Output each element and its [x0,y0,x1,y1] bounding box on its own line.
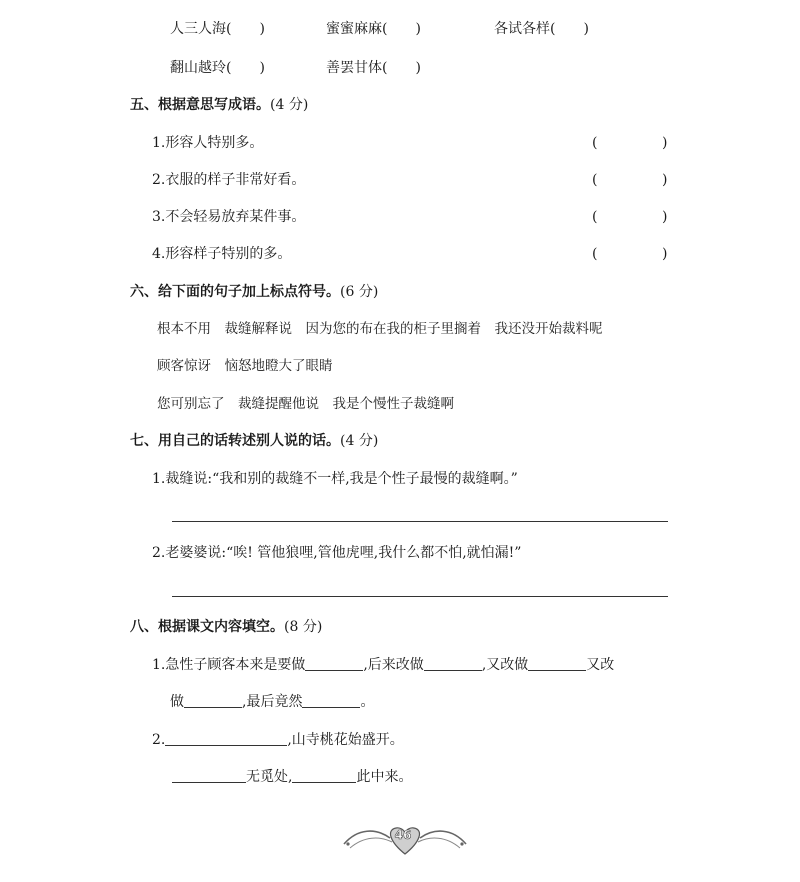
answer-paren-open: ( [592,209,598,225]
question-item: 2.老婆婆说:“唉! 管他狼哩,管他虎哩,我什么都不怕,就怕漏!” [152,545,522,561]
idiom-item: 各试各样( ) [494,21,589,37]
section-points: (8 分) [284,619,323,635]
section-heading [130,618,322,636]
answer-paren-close: ) [662,246,668,262]
fill-blank[interactable] [184,693,242,708]
answer-line[interactable] [172,596,668,597]
page-footer [340,818,470,858]
question-item: 2.衣服的样子非常好看。 [152,172,306,188]
question-item: 1.形容人特别多。 [152,135,264,151]
passage-line: 根本不用 裁缝解释说 因为您的布在我的柜子里搁着 我还没开始裁料呢 [157,321,603,337]
question-item: 4.形容样子特别的多。 [152,246,292,262]
question-item: 3.不会轻易放弃某件事。 [152,209,306,225]
question-text: 做 [170,694,184,710]
question-item: 1.裁缝说:“我和别的裁缝不一样,我是个性子最慢的裁缝啊。” [152,471,518,487]
section-title: 八、根据课文内容填空。 [130,619,284,635]
fill-question [152,656,614,674]
section-heading [130,96,308,114]
idiom-item: 蜜蜜麻麻( ) [326,21,421,37]
answer-paren-close: ) [662,135,668,151]
question-text: 。 [360,694,375,710]
answer-paren-open: ( [592,172,598,188]
fill-question [152,731,404,749]
question-text: 又改 [586,657,615,673]
answer-paren-open: ( [592,246,598,262]
fill-blank[interactable] [292,768,356,783]
idiom-item: 人三人海( ) [170,21,265,37]
fill-blank[interactable] [165,731,287,746]
fill-question [172,768,412,786]
fill-blank[interactable] [302,693,360,708]
question-text: 1.急性子顾客本来是要做 [152,657,306,673]
passage-line: 您可别忘了 裁缝提醒他说 我是个慢性子裁缝啊 [157,396,454,412]
section-title: 七、用自己的话转述别人说的话。 [130,433,340,449]
answer-line[interactable] [172,521,668,522]
question-text: ,山寺桃花始盛开。 [287,732,404,748]
page-number: 46 [394,828,412,842]
section-points: (4 分) [340,433,379,449]
passage-line: 顾客惊讶 恼怒地瞪大了眼睛 [157,358,333,374]
answer-paren-open: ( [592,135,598,151]
fill-question [170,693,374,711]
question-text: ,又改做 [481,657,529,673]
idiom-item: 翻山越玲( ) [170,60,265,76]
section-title: 五、根据意思写成语。 [130,97,270,113]
section-points: (6 分) [340,284,379,300]
question-text: ,后来改做 [363,657,424,673]
section-title: 六、给下面的句子加上标点符号。 [130,284,340,300]
question-text: ,最后竟然 [242,694,303,710]
fill-blank[interactable] [424,656,482,671]
question-text: 此中来。 [356,769,413,785]
fill-blank[interactable] [172,768,246,783]
fill-blank[interactable] [528,656,586,671]
section-points: (4 分) [270,97,309,113]
question-number: 2. [152,732,166,748]
idiom-item: 善罢甘体( ) [326,60,421,76]
section-heading [130,283,378,301]
fill-blank[interactable] [305,656,363,671]
answer-paren-close: ) [662,172,668,188]
answer-paren-close: ) [662,209,668,225]
question-text: 无觅处, [246,769,293,785]
section-heading [130,432,378,450]
